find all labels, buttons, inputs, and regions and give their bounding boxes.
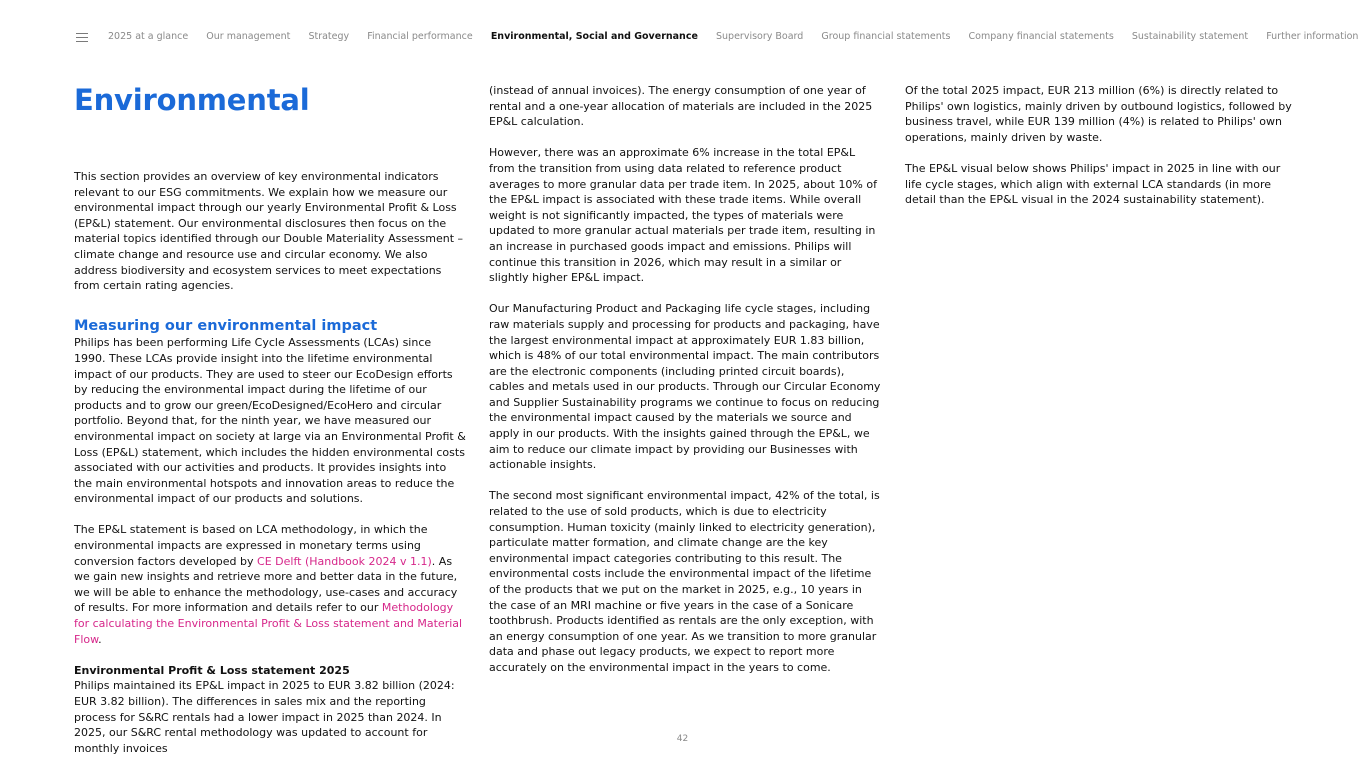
methodology-paragraph xyxy=(74,522,466,647)
nav-item-group-financial-statements[interactable]: Group financial statements xyxy=(821,31,951,42)
logistics-paragraph: Of the total 2025 impact, EUR 213 million (6%) is directly related to Philips' own logistics, mainly driven by outbound logistics, followed by business travel, while EUR 139 million (4%) is related to Philips' own operations, mainly driven by waste. xyxy=(905,84,1292,144)
methodology-text-1: The EP&L statement is based on LCA methodology, in which the environmental impacts are expressed in monetary terms using conversion factors developed by xyxy=(74,523,428,568)
content-column-3 xyxy=(905,83,1297,223)
increase-paragraph: However, there was an approximate 6% increase in the total EP&L from the transition from using data related to reference product averages to more granular data per trade item. In 2025, about 10% of the EP&L impact is associated with these trade items. While overall weight is not significantly impacted, the types of materials were updated to more granular actual materials per trade item, resulting in an increase in purchased goods impact and emissions. Philips will continue this transition in 2026, which may result in a similar or slightly higher EP&L impact. xyxy=(489,146,877,285)
epl-subheading: Environmental Profit & Loss statement 2025 xyxy=(74,663,350,677)
content-column-2 xyxy=(489,83,881,691)
epl-paragraph-start: Philips maintained its EP&L impact in 2025 to EUR 3.82 billion (2024: EUR 3.82 billion). The differences in sales mix and the reporting process for S&RC rentals had a lower impact in 2025 than 2024. In 2025, our S&RC rental methodology was updated to account for monthly invoices xyxy=(74,679,455,755)
nav-item-financial-performance[interactable]: Financial performance xyxy=(367,31,473,42)
nav-item-2025-at-a-glance[interactable]: 2025 at a glance xyxy=(108,31,189,42)
nav-item-our-management[interactable]: Our management xyxy=(206,31,291,42)
top-navigation xyxy=(0,0,1365,74)
nav-item-esg[interactable]: Environmental, Social and Governance xyxy=(490,31,698,42)
methodology-text-2: . As we gain new insights and retrieve more and better data in the future, we will be able to enhance the methodology, use-cases and accuracy of results. For more information and details refer to our xyxy=(74,554,458,615)
use-phase-paragraph: The second most significant environmental impact, 42% of the total, is related to the use of sold products, which is due to electricity consumption. Human toxicity (mainly linked to electricity generation), particulate matter formation, and climate change are the key environmental impact categories contributing to this result. The environmental costs include the environmental impact of the lifetime of the products that we put on the market in 2025, e.g., 10 years in the case of an MRI machine or five years in the case of a Sonicare toothbrush. Products identified as rentals are the only exception, with an energy consumption of one year. As we transition to more granular data and phase out legacy products, we expect to report more accurately on the environmental impact in the years to come. xyxy=(489,489,880,674)
visual-paragraph: The EP&L visual below shows Philips' impact in 2025 in line with our life cycle stages, which align with external LCA standards (in more detail than the EP&L visual in the 2024 sustainability statement). xyxy=(905,161,1281,207)
nav-item-company-financial-statements[interactable]: Company financial statements xyxy=(968,31,1114,42)
nav-item-sustainability-statement[interactable]: Sustainability statement xyxy=(1131,31,1249,42)
nav-item-supervisory-board[interactable]: Supervisory Board xyxy=(715,31,804,42)
epl-paragraph-continued: (instead of annual invoices). The energy consumption of one year of rental and a one-year allocation of materials are included in the 2025 EP&L calculation. xyxy=(489,84,873,129)
hamburger-menu-icon[interactable] xyxy=(76,33,88,42)
nav-links xyxy=(108,31,1365,42)
section-heading: Measuring our environmental impact xyxy=(74,318,378,335)
nav-item-strategy[interactable]: Strategy xyxy=(308,31,350,42)
methodology-text-3: . xyxy=(98,632,102,646)
nav-item-further-information[interactable]: Further information xyxy=(1266,31,1359,42)
methodology-link[interactable]: Methodology for calculating the Environmental Profit & Loss statement and Material Flow xyxy=(74,601,463,646)
manufacturing-paragraph: Our Manufacturing Product and Packaging life cycle stages, including raw materials supply and processing for products and packaging, have the largest environmental impact at approximately EUR 1.83 billion, which is 48% of our total environmental impact. The main contributors are the electronic components (including printed circuit boards), cables and metals used in our products. Through our Circular Economy and Supplier Sustainability programs we continue to focus on reducing the environmental impact caused by the materials we source and apply in our products. With the insights gained through the EP&L, we aim to reduce our climate impact by providing our Businesses with actionable insights. xyxy=(489,302,881,472)
lca-paragraph: Philips has been performing Life Cycle Assessments (LCAs) since 1990. These LCAs provide insight into the lifetime environmental impact of our products. They are used to steer our EcoDesign efforts by reducing the environmental impact during the lifetime of our products and to grow our green/EcoDesigned/EcoHero and circular portfolio. Beyond that, for the ninth year, we have measured our environmental impact on society at large via an Environmental Profit & Loss (EP&L) statement, which includes the hidden environmental costs associated with our activities and products. It provides insights into the main environmental hotspots and innovation areas to reduce the environmental impact of our products and solutions. xyxy=(74,336,466,506)
page-number: 42 xyxy=(676,734,689,744)
ce-delft-link[interactable]: CE Delft (Handbook 2024 v 1.1) xyxy=(257,554,432,568)
intro-paragraph: This section provides an overview of key environmental indicators relevant to our ESG commitments. We explain how we measure our environmental impact through our yearly Environmental Profit & Loss (EP&L) statement. Our environmental disclosures then focus on the material topics identified through our Double Materiality Assessment – climate change and resource use and circular economy. We also address biodiversity and ecosystem services to meet expectations from certain rating agencies. xyxy=(74,170,464,293)
content-column-1 xyxy=(74,83,466,756)
page-title: Environmental xyxy=(74,83,310,117)
